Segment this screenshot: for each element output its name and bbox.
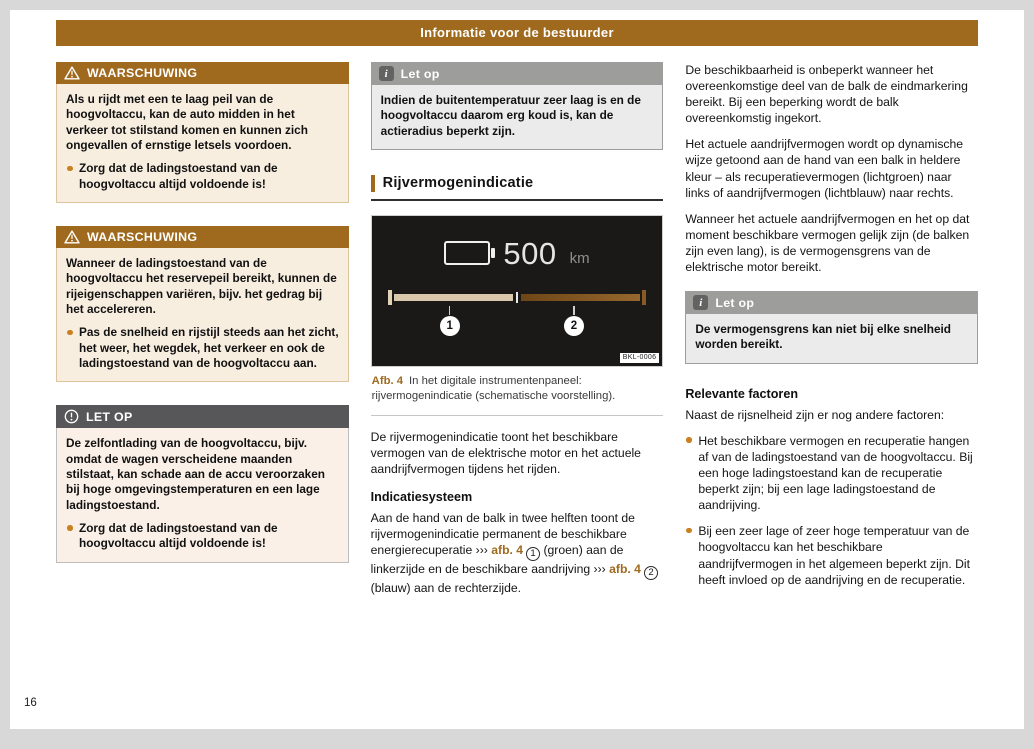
bar-end-cap-right: [642, 290, 646, 305]
callout-number-2: 2: [564, 316, 584, 336]
warning-box-1-header: [56, 62, 349, 84]
callout-number-1: 1: [440, 316, 460, 336]
bar-center-divider: [516, 292, 518, 303]
caution-box-bullet: Zorg dat de ladingstoestand van de hoogvoltaccu altijd voldoende is!: [66, 521, 339, 552]
note-box-power-limit: [685, 291, 978, 364]
note-box-power-limit-text: De vermogensgrens kan niet bij elke snelheid worden bereikt.: [695, 322, 952, 352]
factors-list: [685, 433, 978, 588]
warning-box-1: [56, 62, 349, 203]
warning-box-2-header: [56, 226, 349, 248]
warning-box-1-body: [56, 84, 349, 203]
bar-end-cap-left: [388, 290, 392, 305]
figure-code-label: BKL-0006: [620, 353, 660, 363]
caution-box: [56, 405, 349, 562]
note-box-power-limit-title: Let op: [715, 295, 755, 310]
column-left: [56, 62, 349, 606]
warning-box-2-body: [56, 248, 349, 382]
info-icon: i: [693, 295, 708, 310]
note-box-temperature-body: [371, 85, 664, 150]
drive-bar-segment: [521, 294, 640, 301]
page-header-title: Informatie voor de bestuurder: [420, 25, 614, 40]
factor-bullet-temperature: Bij een zeer lage of zeer hoge temperatuur van de hoogvoltaccu kan het beschikbare aandrijfvermogen in het algemeen beperkt zijn. Dit heeft invloed op de aandrijving en de recuperatie.: [685, 523, 978, 587]
figure-reference-2: afb. 4: [609, 562, 641, 577]
recuperation-bar-segment: [394, 294, 513, 301]
subheading-indicatiesysteem: Indicatiesysteem: [370, 490, 473, 505]
warning-box-1-bullet: Zorg dat de ladingstoestand van de hoogvoltaccu altijd voldoende is!: [66, 161, 339, 192]
subheading-relevante-factoren: Relevante factoren: [685, 386, 799, 401]
warning-triangle-icon: [64, 230, 80, 244]
inline-marker-1: 1: [526, 547, 540, 561]
indication-text-3: (blauw) aan de rechterzijde.: [370, 580, 522, 595]
warning-box-2: [56, 226, 349, 382]
note-box-temperature: [371, 62, 664, 150]
callout-leader-line: [573, 306, 575, 315]
note-box-temperature-text: Indien de buitentemperatuur zeer laag is en de hoogvoltaccu daarom erg koud is, kan de actieradius beperkt zijn.: [380, 93, 641, 138]
caution-box-text: De zelfontlading van de hoogvoltaccu, bijv. omdat de wagen verscheidene maanden stilstaat, kan schade aan de accu veroorzaken bij hoge omgevingstemperaturen en een lage ladingstoestand.: [66, 436, 325, 512]
figure-caption: [371, 367, 664, 416]
figure-callout-1: [440, 306, 460, 336]
section-title: Rijvermogenindicatie: [382, 175, 534, 192]
section-accent-bar: [371, 175, 375, 192]
info-icon: i: [379, 66, 394, 81]
figure-afb-4: [371, 215, 664, 416]
range-unit: km: [569, 249, 590, 267]
availability-paragraph: De beschikbaarheid is onbeperkt wanneer het overeenkomstige deel van de balk de eindmarkering bereikt. Bij een beperking wordt de balk overeenkomstig ingekort.: [685, 63, 968, 126]
warning-box-2-title: WAARSCHUWING: [87, 229, 198, 244]
page-number: 16: [24, 697, 37, 709]
content-columns: [56, 62, 978, 606]
factors-intro-paragraph: Naast de rijsnelheid zijn er nog andere factoren:: [685, 407, 945, 422]
dynamic-display-paragraph: Het actuele aandrijfvermogen wordt op dynamische wijze getoond aan de hand van een balk in heldere kleur – als recuperatievermogen (lichtgroen) naar links of aandrijfvermogen (lichtblauw) naar rechts.: [685, 137, 964, 200]
callout-leader-line: [449, 306, 451, 315]
caution-box-title: LET OP: [86, 409, 133, 424]
caution-box-body: [56, 428, 349, 562]
indication-text-1: Aan de hand van de balk in twee helften toont de rijvermogenindicatie permanent de beschikbare energierecuperatie ›››: [370, 511, 635, 558]
warning-triangle-icon: [64, 66, 80, 80]
range-display: [372, 235, 663, 271]
column-middle: [371, 62, 664, 606]
page-header-bar: [56, 20, 978, 46]
battery-icon: [444, 241, 490, 265]
warning-box-2-bullet: Pas de snelheid en rijstijl steeds aan het zicht, het weer, het wegdek, het verkeer en ook de ladingstoestand van de hoogvoltaccu aan.: [66, 325, 339, 371]
note-box-temperature-title: Let op: [400, 66, 440, 81]
factor-bullet-charge-state: Het beschikbare vermogen en recuperatie hangen af van de ladingstoestand van de hoogvoltaccu. Bij een hoge ladingstoestand kan de recuperatie beperkt zijn; bij een lage ladingstoestand de aandrijving.: [685, 433, 978, 513]
figure-caption-label: Afb. 4: [371, 374, 404, 387]
warning-box-1-title: WAARSCHUWING: [87, 66, 198, 80]
figure-reference-1: afb. 4: [491, 543, 524, 558]
section-heading: [371, 173, 664, 201]
manual-page: [10, 10, 1024, 729]
note-box-power-limit-body: [685, 314, 978, 364]
warning-box-1-text: Als u rijdt met een te laag peil van de hoogvoltaccu, kan de auto midden in het verkeer tot stilstand komen en kunnen zich ongevallen of ernstige letsels voordoen.: [66, 92, 308, 152]
inline-marker-2: 2: [644, 566, 658, 580]
intro-paragraph: De rijvermogenindicatie toont het beschikbare vermogen van de elektrische motor en het actuele aandrijfvermogen tijdens het rijden.: [370, 429, 641, 476]
figure-image: [371, 215, 664, 367]
caution-box-header: [56, 405, 349, 428]
warning-box-2-text: Wanneer de ladingstoestand van de hoogvoltaccu het reservepeil bereikt, kunnen de rijeigenschappen variëren, bijv. het gedrag bij het accelereren.: [66, 255, 337, 316]
power-limit-paragraph: Wanneer het actuele aandrijfvermogen en het op dat moment beschikbare vermogen gelijk zijn (de balken zijn even lang), is de vermogensgrens van de elektrische motor bereikt.: [685, 211, 970, 275]
figure-caption-text: In het digitale instrumentenpaneel: rijvermogenindicatie (schematische voorstelling).: [371, 374, 616, 402]
figure-callouts: [388, 306, 647, 342]
power-indicator-bar: [388, 290, 647, 306]
note-box-temperature-header: [371, 62, 664, 85]
column-right: [685, 62, 978, 606]
indication-paragraph: [371, 510, 664, 596]
note-box-power-limit-header: [685, 291, 978, 314]
figure-callout-2: [564, 306, 584, 336]
range-value: 500: [503, 235, 557, 271]
exclamation-circle-icon: [64, 409, 79, 424]
indication-text-2: (groen) aan de linkerzijde en de beschikbare aandrijving ›››: [370, 543, 624, 577]
